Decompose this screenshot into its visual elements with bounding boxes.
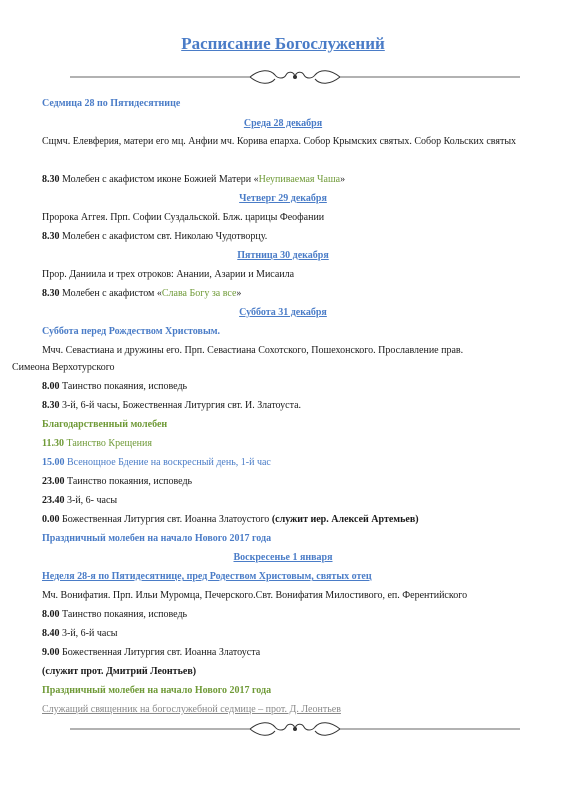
- service-thu-1: 8.30 Молебен с акафистом свт. Николаю Чудотворцу.: [42, 231, 268, 242]
- sat-subtitle: Суббота перед Рождеством Христовым.: [42, 326, 221, 337]
- ornament-divider-top: [70, 66, 520, 88]
- service-sat-3: 11.30 Таинство Крещения: [42, 438, 152, 449]
- day-heading-sun: Воскресенье 1 января: [233, 552, 333, 563]
- day-heading-fri: Пятница 30 декабря: [237, 250, 329, 261]
- sun-week: Неделя 28-я по Пятидесятнице, пред Родеством Христовым, святых отец: [42, 571, 372, 582]
- sun-newyear: Праздничный молебен на начало Нового 2017 года: [42, 685, 272, 696]
- week-title: Седмица 28 по Пятидесятнице: [42, 98, 181, 109]
- day-heading-thu: Четверг 29 декабря: [239, 193, 327, 204]
- service-sat-5: 23.00 Таинство покаяния, исповедь: [42, 476, 193, 487]
- service-sat-4: 15.00 Всенощное Бдение на воскресный день, 1-й час: [42, 457, 271, 468]
- sat-thanksgiving: Благодарственный молебен: [42, 419, 168, 430]
- sat-newyear: Праздничный молебен на начало Нового 2017 года: [42, 533, 272, 544]
- day-heading-wed: Среда 28 декабря: [243, 118, 323, 129]
- saints-sat-1: Мчч. Севастиана и дружины его. Прп. Севастиана Сохотского, Пошехонского. Прославление прав.: [42, 345, 464, 356]
- service-fri-1: 8.30 Молебен с акафистом «Слава Богу за все»: [42, 288, 242, 299]
- saints-sun: Мч. Вонифатия. Прп. Ильи Муромца, Печерского.Свт. Вонифатия Милостивого, еп. Ферентийского: [42, 590, 468, 601]
- ornament-icon: [70, 718, 520, 740]
- footer-priest: Служащий священник на богослужебной седмице – прот. Д. Леонтьев: [42, 704, 341, 715]
- ornament-divider-bottom: [70, 718, 520, 740]
- saints-fri: Прор. Даниила и трех отроков: Анании, Азарии и Мисаила: [42, 269, 295, 280]
- service-sat-2: 8.30 3-й, 6-й часы, Божественная Литургия свт. И. Златоуста.: [42, 400, 302, 411]
- saints-wed: Сщмч. Елевферия, матери его мц. Анфии мч. Корива епарха. Собор Крымских святых. Собор Кольских святых: [42, 136, 517, 147]
- service-sun-1: 8.00 Таинство покаяния, исповедь: [42, 609, 188, 620]
- page-title: Расписание Богослужений: [181, 34, 385, 53]
- service-wed-1: 8.30 Молебен с акафистом иконе Божией Матери «Неупиваемая Чаша»: [42, 174, 346, 185]
- ornament-icon: [70, 66, 520, 88]
- saints-sat-2: Симеона Верхотурского: [12, 362, 115, 373]
- service-sat-1: 8.00 Таинство покаяния, исповедь: [42, 381, 188, 392]
- service-sun-3: 9.00 Божественная Литургия свт. Иоанна Златоуста: [42, 647, 261, 658]
- sun-priest: (служит прот. Дмитрий Леонтьев): [42, 666, 197, 677]
- service-sat-7: 0.00 Божественная Литургия свт. Иоанна Златоустого (служит иер. Алексей Артемьев): [42, 514, 419, 525]
- service-sun-2: 8.40 3-й, 6-й часы: [42, 628, 118, 639]
- saints-thu: Пророка Аггея. Прп. Софии Суздальской. Блж. царицы Феофании: [42, 212, 325, 223]
- day-heading-sat: Суббота 31 декабря: [239, 307, 327, 318]
- service-sat-6: 23.40 3-й, 6- часы: [42, 495, 118, 506]
